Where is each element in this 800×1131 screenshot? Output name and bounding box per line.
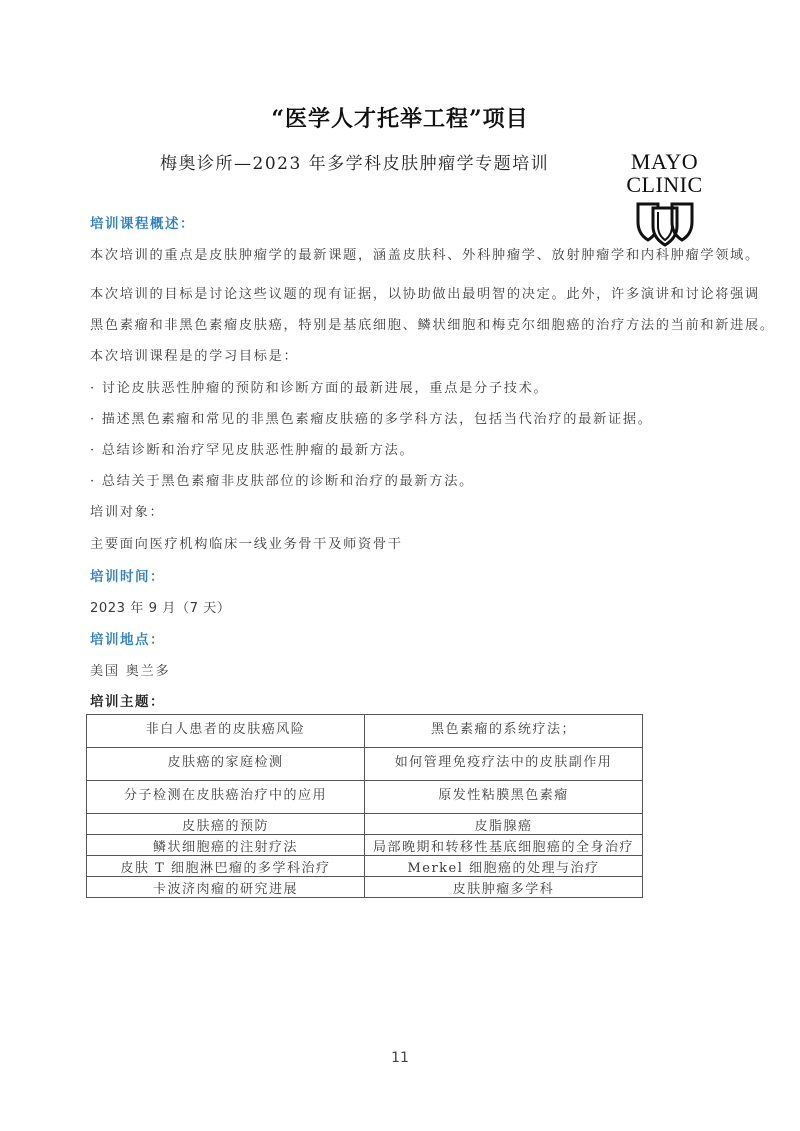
table-row (87, 781, 643, 814)
topic-cell: 皮脂腺癌 (365, 814, 643, 835)
overview-heading: 培训课程概述： (90, 216, 195, 232)
location-heading: 培训地点： (90, 632, 165, 648)
table-row (87, 748, 643, 781)
table-row (87, 715, 643, 748)
location-value: 美国 奥兰多 (90, 664, 171, 679)
topic-cell: 黑色素瘤的系统疗法； (365, 715, 643, 748)
time-value: 2023 年 9 月（7 天） (90, 601, 231, 616)
document-subtitle: 梅奥诊所—2023 年多学科皮肤肿瘤学专题培训 (160, 154, 550, 174)
topic-cell: 原发性粘膜黑色素瘤 (365, 781, 643, 814)
objective-item-3: · 总结诊断和治疗罕见皮肤恶性肿瘤的最新方法。 (90, 443, 415, 458)
topic-cell: 鳞状细胞癌的注射疗法 (87, 835, 365, 856)
time-heading: 培训时间： (90, 569, 165, 585)
overview-paragraph-4: 本次培训课程是的学习目标是： (90, 349, 299, 364)
topic-cell: 卡波济肉瘤的研究进展 (87, 877, 365, 898)
logo-line-2: CLINIC (626, 172, 703, 197)
topic-cell: 如何管理免疫疗法中的皮肤副作用 (365, 748, 643, 781)
topic-cell: 皮肤肿瘤多学科 (365, 877, 643, 898)
mayo-shields-icon (634, 200, 696, 248)
overview-paragraph-2: 本次培训的目标是讨论这些议题的现有证据，以协助做出最明智的决定。此外，许多演讲和讨论将强调 (90, 287, 760, 302)
topic-cell: 分子检测在皮肤癌治疗中的应用 (87, 781, 365, 814)
mayo-clinic-logo (617, 150, 712, 248)
topic-cell: 局部晚期和转移性基底细胞癌的全身治疗 (365, 835, 643, 856)
overview-paragraph-3: 黑色素瘤和非黑色素瘤皮肤癌，特别是基底细胞、鳞状细胞和梅克尔细胞癌的治疗方法的当前和新进展。 (90, 318, 775, 333)
audience-heading: 培训对象： (90, 505, 165, 520)
page-number: 11 (391, 1050, 409, 1066)
topic-cell: 皮肤 T 细胞淋巴瘤的多学科治疗 (87, 856, 365, 877)
topic-cell: 皮肤癌的预防 (87, 814, 365, 835)
table-row (87, 814, 643, 835)
topic-cell: 非白人患者的皮肤癌风险 (87, 715, 365, 748)
topics-table (86, 714, 643, 898)
document-title: “医学人才托举工程”项目 (271, 106, 529, 132)
objective-item-2: · 描述黑色素瘤和常见的非黑色素瘤皮肤癌的多学科方法，包括当代治疗的最新证据。 (90, 412, 653, 427)
logo-line-1: MAYO (630, 149, 699, 174)
table-row (87, 856, 643, 877)
topic-cell: 皮肤癌的家庭检测 (87, 748, 365, 781)
table-row (87, 835, 643, 856)
objective-item-1: · 讨论皮肤恶性肿瘤的预防和诊断方面的最新进展，重点是分子技术。 (90, 381, 549, 396)
objective-item-4: · 总结关于黑色素瘤非皮肤部位的诊断和治疗的最新方法。 (90, 474, 474, 489)
topic-cell: Merkel 细胞癌的处理与治疗 (365, 856, 643, 877)
audience-value: 主要面向医疗机构临床一线业务骨干及师资骨干 (90, 537, 403, 552)
table-row (87, 877, 643, 898)
overview-paragraph-1: 本次培训的重点是皮肤肿瘤学的最新课题，涵盖皮肤科、外科肿瘤学、放射肿瘤学和内科肿瘤学领域。 (90, 248, 760, 263)
topics-heading: 培训主题： (90, 694, 165, 710)
